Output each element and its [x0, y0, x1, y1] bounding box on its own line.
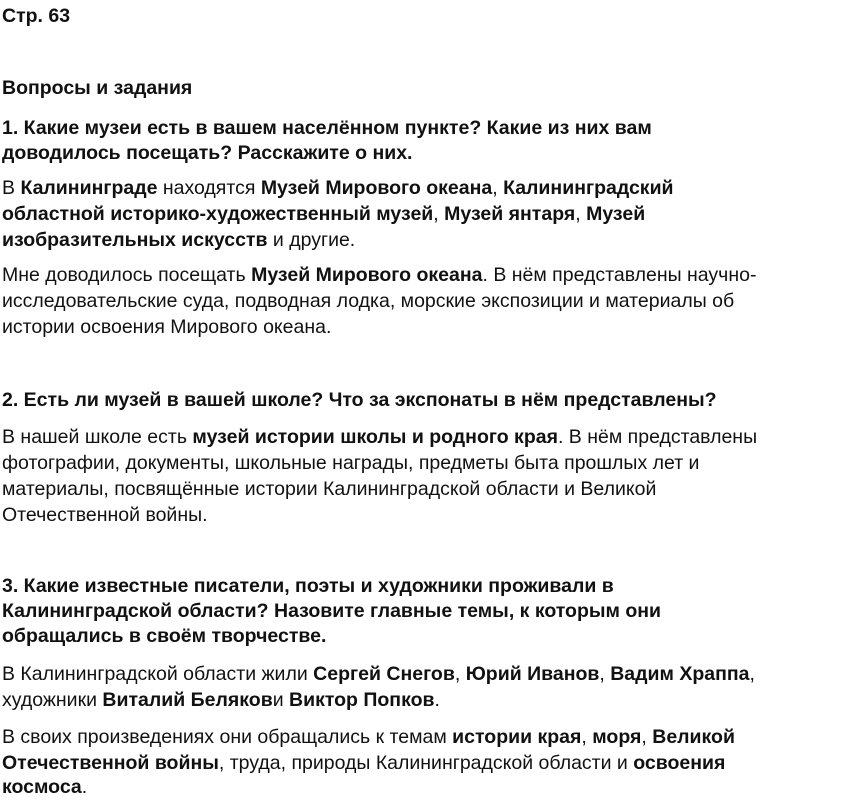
answer-2-line-3: материалы, посвящённые истории Калининградской области и Великой [2, 478, 657, 500]
answer-2-line-4: Отечественной войны. [2, 504, 208, 526]
answer-3-paragraph-2-line-3: космоса. [2, 776, 88, 798]
question-1-line-1: 1. Какие музеи есть в вашем населённом пункте? Какие из них вам [2, 117, 652, 139]
answer-1-paragraph-2-line-3: истории освоения Мирового океана. [2, 316, 332, 338]
answer-2-line-1: В нашей школе есть музей истории школы и родного края. В нём представлены [2, 426, 758, 448]
question-3-line-2: Калининградской области? Назовите главные темы, к которым они [2, 600, 662, 622]
answer-1-paragraph-1-line-1: В Калининграде находятся Музей Мирового океана, Калининградский [2, 177, 674, 199]
question-1-line-2: доводилось посещать? Расскажите о них. [2, 142, 413, 164]
answer-1-paragraph-2-line-2: исследовательские суда, подводная лодка, морские экспозиции и материалы об [2, 290, 735, 312]
answer-1-paragraph-1-line-2: областной историко-художественный музей, Музей янтаря, Музей [2, 203, 646, 225]
answer-2-line-2: фотографии, документы, школьные награды, предметы быта прошлых лет и [2, 452, 700, 474]
question-3-line-3: обращались в своём творчестве. [2, 625, 327, 647]
answer-1-paragraph-2-line-1: Мне доводилось посещать Музей Мирового океана. В нём представлены научно- [2, 264, 757, 286]
section-title: Вопросы и задания [2, 77, 193, 99]
question-3-line-1: 3. Какие известные писатели, поэты и художники проживали в [2, 575, 614, 597]
answer-3-paragraph-2-line-2: Отечественной войны, труда, природы Калининградской области и освоения [2, 752, 726, 774]
answer-3-paragraph-1-line-2: художники Виталий Белякови Виктор Попков. [2, 689, 440, 711]
question-2: 2. Есть ли музей в вашей школе? Что за экспонаты в нём представлены? [2, 389, 717, 411]
answer-1-paragraph-1-line-3: изобразительных искусств и другие. [2, 229, 356, 251]
answer-3-paragraph-2-line-1: В своих произведениях они обращались к темам истории края, моря, Великой [2, 726, 735, 748]
page-label: Стр. 63 [2, 5, 71, 27]
answer-3-paragraph-1-line-1: В Калининградской области жили Сергей Снегов, Юрий Иванов, Вадим Храппа, [2, 663, 755, 685]
